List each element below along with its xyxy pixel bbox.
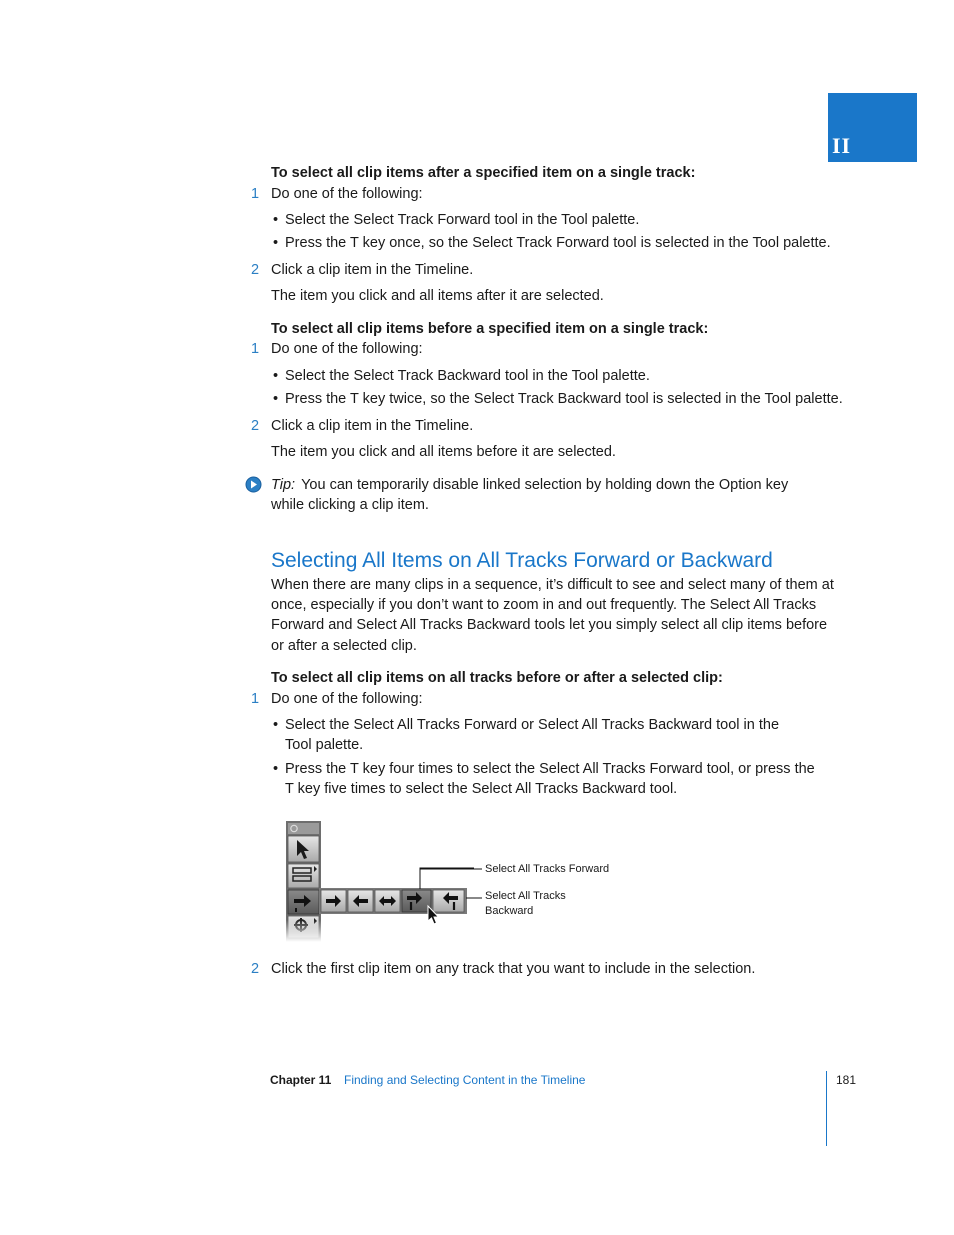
section1-heading: To select all clip items after a specified item on a single track: <box>271 165 696 181</box>
bullet-glyph: • <box>273 391 279 407</box>
section3-step2-text: Click the first clip item on any track that you want to include in the selection. <box>271 961 756 977</box>
section3-bullet1-line2: Tool palette. <box>285 737 364 753</box>
section1-bullet2: Press the T key once, so the Select Track Forward tool is selected in the Tool palette. <box>285 235 831 251</box>
tip-line2: while clicking a clip item. <box>271 497 429 513</box>
callout-select-all-tracks-backward-line2: Backward <box>485 905 534 917</box>
bullet-glyph: • <box>273 717 279 733</box>
intro-line: or after a selected clip. <box>271 638 417 654</box>
callout-select-all-tracks-forward: Select All Tracks Forward <box>485 863 610 875</box>
section2-step2-number: 2 <box>251 418 260 434</box>
bullet-glyph: • <box>273 212 279 228</box>
section3-bullet2-line1: Press the T key four times to select the Select All Tracks Forward tool, or press the <box>285 761 815 777</box>
section3-step1-text: Do one of the following: <box>271 691 423 707</box>
footer-chapter: Chapter 11 <box>270 1073 332 1087</box>
section2-heading: To select all clip items before a specified item on a single track: <box>271 321 709 337</box>
section3-heading: To select all clip items on all tracks before or after a selected clip: <box>271 670 723 686</box>
tip-line1: You can temporarily disable linked selection by holding down the Option key <box>301 477 789 493</box>
callout-select-all-tracks-backward-line1: Select All Tracks <box>485 890 566 902</box>
section1-step2-number: 2 <box>251 262 260 278</box>
section1-bullet1: Select the Select Track Forward tool in the Tool palette. <box>285 212 640 228</box>
section1-step2-text: Click a clip item in the Timeline. <box>271 262 474 278</box>
chapter-tab-label: II <box>832 133 852 158</box>
section3-step2-number: 2 <box>251 961 260 977</box>
section2-bullet2: Press the T key twice, so the Select Track Backward tool is selected in the Tool palette. <box>285 391 843 407</box>
callout-leader-lines <box>420 866 486 916</box>
tip-block <box>271 475 788 495</box>
section3-step1-number: 1 <box>251 691 260 707</box>
footer-divider <box>826 1071 827 1146</box>
footer-chapter-title: Finding and Selecting Content in the Timeline <box>344 1073 586 1087</box>
section2-result: The item you click and all items before it are selected. <box>271 444 616 460</box>
section1-step1-text: Do one of the following: <box>271 186 423 202</box>
section2-step1-text: Do one of the following: <box>271 341 423 357</box>
section2-step1-number: 1 <box>251 341 260 357</box>
intro-line: Forward and Select All Tracks Backward tools let you simply select all clip items before <box>271 617 828 633</box>
bullet-glyph: • <box>273 368 279 384</box>
intro-line: When there are many clips in a sequence, it’s difficult to see and select many of them at <box>271 577 834 593</box>
section-title: Selecting All Items on All Tracks Forward or Backward <box>271 549 773 572</box>
section2-step2-text: Click a clip item in the Timeline. <box>271 418 474 434</box>
page-number: 181 <box>836 1073 857 1087</box>
section1-step1-number: 1 <box>251 186 260 202</box>
bullet-glyph: • <box>273 761 279 777</box>
intro-line: once, especially if you don’t want to zoom in and out frequently. The Select All Tracks <box>271 597 817 613</box>
section1-result: The item you click and all items after it are selected. <box>271 288 604 304</box>
tip-arrow-icon <box>245 476 262 493</box>
section2-bullet1: Select the Select Track Backward tool in the Tool palette. <box>285 368 650 384</box>
section3-bullet2-line2: T key five times to select the Select All Tracks Backward tool. <box>285 781 678 797</box>
bullet-glyph: • <box>273 235 279 251</box>
tip-label: Tip: <box>271 477 296 493</box>
section3-bullet1-line1: Select the Select All Tracks Forward or Select All Tracks Backward tool in the <box>285 717 780 733</box>
